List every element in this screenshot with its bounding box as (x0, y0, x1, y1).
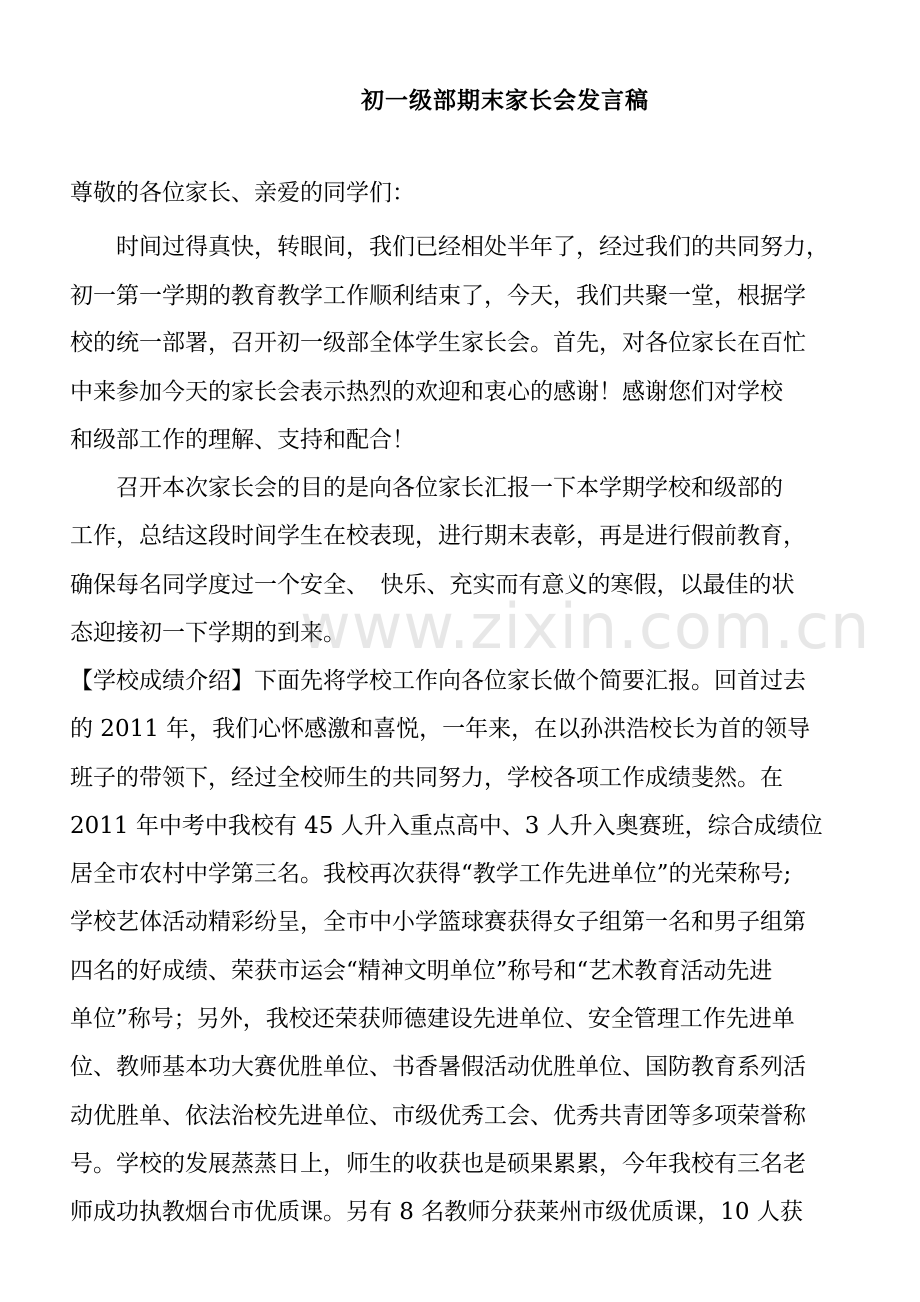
body-line: 2011 年中考中我校有 45 人升入重点高中、3 人升入奥赛班，综合成绩位 (70, 813, 823, 839)
document-title: 初一级部期末家长会发言稿 (361, 87, 649, 114)
body-line: 召开本次家长会的目的是向各位家长汇报一下本学期学校和级部的 (70, 475, 783, 501)
body-line: 居全市农村中学第三名。我校再次获得“教学工作先进单位”的光荣称号; (70, 861, 792, 887)
body-line: 学校艺体活动精彩纷呈，全市中小学篮球赛获得女子组第一名和男子组第 (70, 909, 806, 935)
body-line: 工作，总结这段时间学生在校表现，进行期末表彰，再是进行假前教育， (70, 523, 806, 549)
body-line: 态迎接初一下学期的到来。 (70, 620, 346, 646)
body-line: 【学校成绩介绍】下面先将学校工作向各位家长做个简要汇报。回首过去 (70, 668, 806, 694)
body-line: 中来参加今天的家长会表示热烈的欢迎和衷心的感谢！感谢您们对学校 (70, 379, 783, 405)
body-line: 初一第一学期的教育教学工作顺利结束了，今天，我们共聚一堂，根据学 (70, 283, 806, 309)
body-line: 和级部工作的理解、支持和配合！ (70, 427, 415, 453)
body-line: 时间过得真快，转眼间，我们已经相处半年了，经过我们的共同努力， (70, 234, 829, 260)
body-line: 位、教师基本功大赛优胜单位、书香暑假活动优胜单位、国防教育系列活 (70, 1054, 806, 1080)
body-line: 四名的好成绩、荣获市运会“精神文明单位”称号和“艺术教育活动先进 (70, 958, 773, 984)
body-line: 号。学校的发展蒸蒸日上，师生的收获也是硕果累累，今年我校有三名老 (70, 1151, 806, 1177)
body-line: 校的统一部署，召开初一级部全体学生家长会。首先，对各位家长在百忙 (70, 330, 806, 356)
body-line: 班子的带领下，经过全校师生的共同努力，学校各项工作成绩斐然。在 (70, 765, 783, 791)
watermark-text: www.zixin.com.cn (300, 590, 871, 663)
body-line: 师成功执教烟台市优质课。另有 8 名教师分获莱州市级优质课，10 人获 (70, 1199, 803, 1225)
greeting-line: 尊敬的各位家长、亲爱的同学们： (70, 180, 415, 206)
body-line: 单位”称号；另外，我校还荣获师德建设先进单位、安全管理工作先进单 (70, 1006, 795, 1032)
body-line: 动优胜单、依法治校先进单位、市级优秀工会、优秀共青团等多项荣誉称 (70, 1103, 806, 1129)
body-line: 确保每名同学度过一个安全、 快乐、充实而有意义的寒假，以最佳的状 (70, 572, 795, 598)
body-line: 的 2011 年，我们心怀感激和喜悦，一年来，在以孙洪浩校长为首的领导 (70, 716, 811, 742)
